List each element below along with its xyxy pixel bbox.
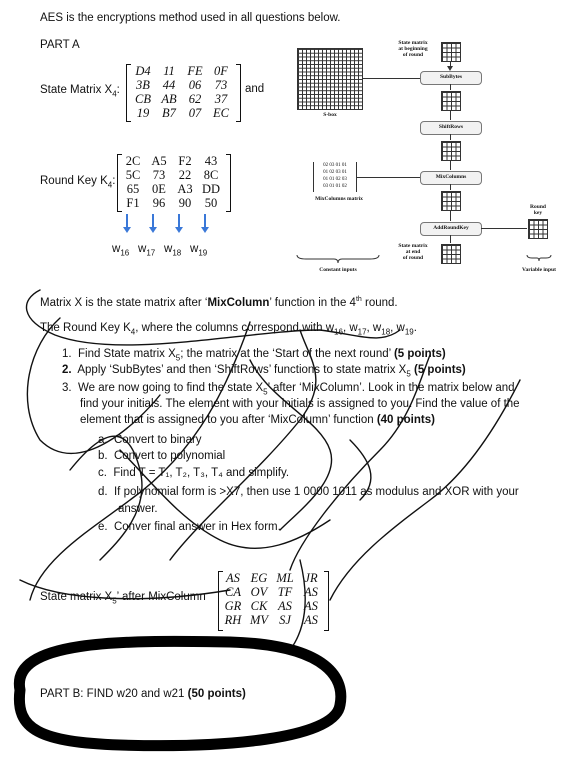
round-key-matrix-cell: 22 — [178, 168, 192, 182]
arrow-head-icon — [175, 227, 183, 233]
state-matrix-cell: 3B — [136, 78, 150, 92]
round-key-matrix-cell: 43 — [204, 154, 218, 168]
initials-matrix — [220, 571, 324, 627]
sbox-grid — [297, 48, 363, 110]
arrow-down-icon — [204, 214, 206, 228]
state-matrix-cell: 0F — [214, 64, 228, 78]
state-begin-grid — [441, 42, 461, 62]
matrix-x-description: Matrix X is the state matrix after ‘MixColumn’ function in the 4th round. — [40, 296, 398, 309]
state-matrix-cell: 62 — [188, 92, 202, 106]
round-key-right-bracket — [226, 154, 231, 212]
state-matrix-cell: 07 — [188, 106, 202, 120]
subbytes-box: SubBytes — [420, 71, 482, 85]
initials-matrix-cell: JR — [304, 571, 318, 585]
state-matrix-cell: 73 — [214, 78, 228, 92]
round-key-label: Round Key $K_4$: — [40, 175, 116, 190]
initials-matrix-cell: CA — [225, 585, 241, 599]
round-key-matrix-cell: 50 — [204, 196, 218, 210]
question-1: 1. Find State matrix $X_5$; the matrix at the ‘Start of the next round’ (5 points) — [62, 348, 446, 363]
initials-matrix-cell: MV — [249, 613, 269, 627]
mixcolumns-matrix-label: MixColumns matrix — [315, 196, 363, 202]
state-matrix-cell: 37 — [214, 92, 228, 106]
state-matrix-label: State Matrix $X_4$: — [40, 84, 120, 99]
initials-matrix-cell: CK — [250, 599, 268, 613]
subitem: d. If polynomial form is >X7, then use 1 0000 1011 as modulus and XOR with your — [98, 486, 519, 498]
subitem: a. Convert to binary — [98, 434, 202, 446]
round-key-matrix — [120, 154, 224, 210]
question-3-line-3: element that is assigned to you after ‘MixColumn’ function (40 points) — [80, 414, 435, 426]
round-key-description: The Round Key $K_4$, where the columns correspond with $w_{16}$, $w_{17}$, $w_{18}$, $w_{19}$. — [40, 322, 417, 337]
round-key-grid — [528, 219, 548, 239]
state-end-label: State matrix at end of round — [398, 243, 428, 261]
initials-matrix-cell: AS — [304, 599, 318, 613]
state-begin-label: State matrix at beginning of round — [398, 40, 428, 58]
initials-matrix-cell: ML — [276, 571, 294, 585]
question-3: 3. We are now going to find the state $X_5$’ after ‘MixColumn’. Look in the matrix below and — [62, 382, 515, 397]
subitem: c. Find T = T₁, T₂, T₃, T₄ and simplify. — [98, 467, 290, 479]
state-matrix-cell: EC — [213, 106, 229, 120]
state-matrix — [130, 64, 234, 120]
arrow-down-icon — [178, 214, 180, 228]
state-matrix-cell: 11 — [163, 64, 175, 78]
state-matrix-cell: 19 — [136, 106, 150, 120]
round-key-matrix-cell: 0E — [152, 182, 166, 196]
round-key-matrix-cell: 2C — [125, 154, 141, 168]
initials-matrix-cell: RH — [224, 613, 242, 627]
shiftrows-box: ShiftRows — [420, 121, 482, 135]
initials-matrix-cell: SJ — [279, 613, 291, 627]
initials-matrix-cell: TF — [277, 585, 293, 599]
arrow-down-icon — [152, 214, 154, 228]
arrow-down-icon — [126, 214, 128, 228]
question-2: 2. Apply ‘SubBytes’ and then ‘ShiftRows’ functions to state matrix $X_5$ (5 points) — [62, 364, 466, 379]
round-key-matrix-cell: F1 — [126, 196, 140, 210]
arrow-head-icon — [201, 227, 209, 233]
w-label: $w_{19}$ — [190, 243, 208, 258]
round-key-matrix-cell: 8C — [203, 168, 219, 182]
variable-input-label: Variable input — [522, 267, 556, 273]
round-key-matrix-cell: A3 — [177, 182, 193, 196]
part-a-heading: PART A — [40, 39, 80, 51]
subitem: e. Conver final answer in Hex form. — [98, 521, 281, 533]
state-matrix-cell: 06 — [188, 78, 202, 92]
after-subbytes-grid — [441, 91, 461, 111]
subitem: answer. — [118, 503, 158, 515]
round-key-matrix-cell: A5 — [151, 154, 167, 168]
and-text: and — [245, 83, 265, 95]
state-matrix-cell: 44 — [162, 78, 176, 92]
subitem: b. Convert to polynomial — [98, 450, 226, 462]
state-matrix-cell: B7 — [162, 106, 176, 120]
round-key-matrix-cell: DD — [201, 182, 221, 196]
state-matrix-cell: CB — [135, 92, 151, 106]
round-key-matrix-cell: F2 — [178, 154, 192, 168]
w-label: $w_{16}$ — [112, 243, 130, 258]
intro-text: AES is the encryptions method used in all questions below. — [40, 12, 341, 24]
addroundkey-box: AddRoundKey — [420, 222, 482, 236]
round-key-matrix-cell: 65 — [126, 182, 140, 196]
mixcolumns-matrix: 02 03 01 01 01 02 03 01 01 01 02 03 03 01 01 02 — [313, 162, 357, 192]
w-label: $w_{17}$ — [138, 243, 156, 258]
constant-inputs-label: Constant inputs — [319, 267, 357, 273]
arrow-head-icon — [149, 227, 157, 233]
variable-input-brace — [526, 254, 552, 262]
state-matrix-cell: D4 — [135, 64, 151, 78]
question-3-line-2: find your initials. The element with your initials is assigned to you. Find the value of the — [80, 398, 520, 410]
initials-matrix-cell: AS — [304, 585, 318, 599]
part-b-question: PART B: FIND w20 and w21 (50 points) — [40, 688, 246, 700]
initials-matrix-cell: AS — [226, 571, 240, 585]
state-matrix-cell: AB — [161, 92, 177, 106]
mixcolumns-box: MixColumns — [420, 171, 482, 185]
after-shiftrows-grid — [441, 141, 461, 161]
round-key-matrix-cell: 73 — [152, 168, 166, 182]
constant-inputs-brace — [296, 254, 380, 264]
arrow-head-icon — [123, 227, 131, 233]
round-key-matrix-cell: 90 — [178, 196, 192, 210]
x5-matrix-label: State matrix $X_5$’ after MixColumn — [40, 591, 206, 606]
round-key-diagram-label: Round key — [530, 204, 546, 216]
after-mixcolumns-grid — [441, 191, 461, 211]
initials-matrix-cell: GR — [224, 599, 242, 613]
initials-matrix-cell: AS — [304, 613, 318, 627]
round-key-matrix-cell: 96 — [152, 196, 166, 210]
state-matrix-right-bracket — [236, 64, 241, 122]
state-matrix-cell: FE — [187, 64, 203, 78]
initials-matrix-cell: OV — [250, 585, 268, 599]
state-end-grid — [441, 244, 461, 264]
round-key-matrix-cell: 5C — [125, 168, 141, 182]
sbox-label: S-box — [323, 112, 337, 118]
w-label: $w_{18}$ — [164, 243, 182, 258]
initials-matrix-cell: AS — [278, 599, 292, 613]
initials-matrix-right-bracket — [324, 571, 329, 631]
initials-matrix-cell: EG — [250, 571, 268, 585]
